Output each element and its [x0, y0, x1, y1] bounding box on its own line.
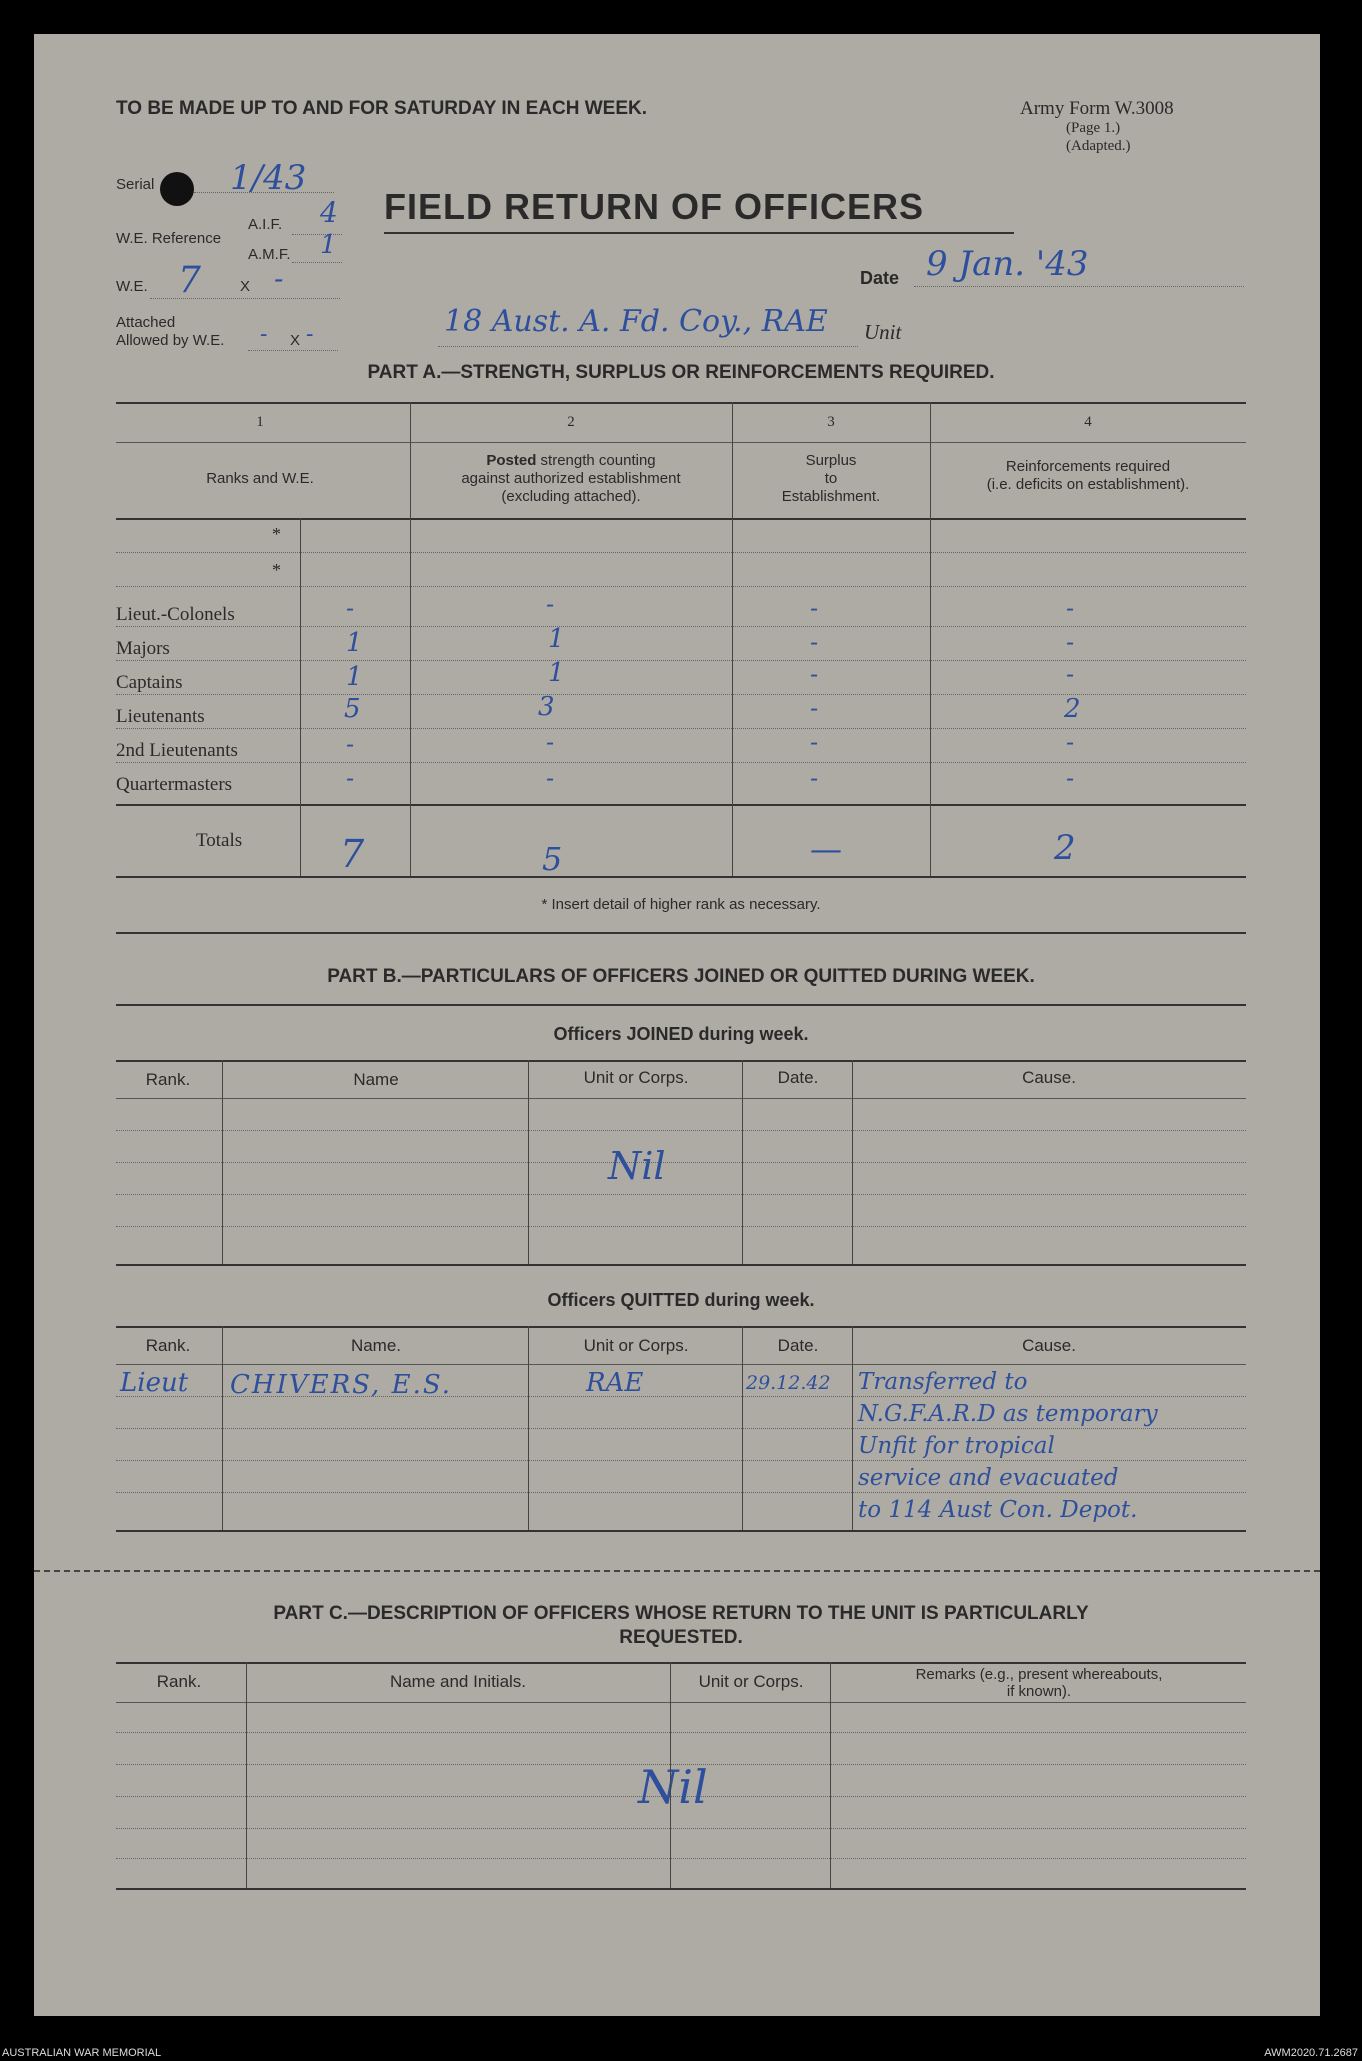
footer-accession: AWM2020.71.2687 — [1264, 2047, 1358, 2059]
totals-we: 7 — [340, 832, 365, 876]
unit-value: 18 Aust. A. Fd. Coy., RAE — [444, 304, 828, 339]
cause-line-3: Unfit for tropical — [858, 1433, 1055, 1459]
part-c-title-1: PART C.—DESCRIPTION OF OFFICERS WHOSE RETURN TO THE UNIT IS PARTICULARLY — [273, 1603, 1089, 1624]
part-a-title: PART A.—STRENGTH, SURPLUS OR REINFORCEMENTS REQUIRED. — [367, 362, 995, 383]
serial-value: 1/43 — [230, 158, 307, 198]
part-b-title: PART B.—PARTICULARS OF OFFICERS JOINED OR QUITTED DURING WEEK. — [327, 966, 1035, 987]
col3-header-1: Surplus — [805, 452, 857, 469]
rank-lieutenants: Lieutenants — [116, 706, 205, 727]
allowed-x-label: X — [290, 332, 301, 349]
part-c-header-rank: Rank. — [156, 1672, 202, 1691]
col2-header-line2: against authorized establishment — [461, 470, 681, 487]
rank-lieut-colonels: Lieut.-Colonels — [116, 604, 235, 625]
totals-surplus: — — [810, 830, 842, 868]
quitted-header-name: Name. — [350, 1336, 402, 1355]
col4-header — [930, 458, 1246, 494]
col2-header — [410, 452, 732, 506]
reinf-lieutenants: 2 — [1064, 694, 1081, 724]
perforation-line — [34, 1570, 1320, 1572]
cause-line-4: service and evacuated — [858, 1465, 1119, 1491]
quitted-rank: Lieut — [120, 1368, 189, 1398]
col-number-4: 4 — [1084, 414, 1092, 430]
posted-captains: 1 — [548, 658, 565, 688]
quitted-name: CHIVERS, E.S. — [230, 1370, 452, 1400]
col4-header-1: Reinforcements required — [1005, 458, 1171, 475]
amf-label: A.M.F. — [248, 246, 291, 263]
rank-captains: Captains — [116, 672, 183, 693]
quitted-header-date: Date. — [777, 1336, 819, 1355]
quitted-date: 29.12.42 — [746, 1372, 831, 1394]
surplus-quartermasters: - — [810, 764, 819, 792]
quitted-cause — [858, 1366, 1158, 1526]
punch-hole — [160, 172, 194, 206]
part-c-nil: Nil — [638, 1760, 708, 1814]
rank-majors: Majors — [116, 638, 170, 659]
form-page: (Page 1.) — [1066, 120, 1121, 136]
amf-value: 1 — [320, 230, 337, 260]
reinf-majors: - — [1066, 628, 1075, 656]
we-label: W.E. — [116, 278, 148, 295]
joined-header-cause: Cause. — [1022, 1068, 1076, 1087]
posted-2nd-lieutenants: - — [546, 728, 555, 756]
col2-header-line3: (excluding attached). — [501, 488, 641, 505]
reinf-2nd-lieutenants: - — [1066, 728, 1075, 756]
serial-label: Serial — [116, 176, 155, 193]
allowed-value: - — [260, 322, 268, 347]
surplus-2nd-lieutenants: - — [810, 728, 819, 756]
surplus-lieutenants: - — [810, 694, 819, 722]
surplus-lieut-colonels: - — [810, 594, 819, 622]
quitted-header-unit: Unit or Corps. — [583, 1336, 689, 1355]
part-c-header-remarks — [832, 1666, 1246, 1700]
posted-lieutenants: 3 — [538, 692, 555, 722]
totals-reinf: 2 — [1054, 828, 1076, 868]
footer-credit: AUSTRALIAN WAR MEMORIAL — [2, 2047, 162, 2059]
quitted-header-cause: Cause. — [1022, 1336, 1076, 1355]
we-value: 7 — [178, 260, 201, 301]
col-number-3: 3 — [827, 414, 835, 430]
totals-label: Totals — [196, 830, 243, 851]
we-x-label: X — [240, 278, 251, 295]
star-row-1: * — [272, 524, 281, 544]
form-title: FIELD RETURN OF OFFICERS — [384, 186, 924, 227]
reinf-captains: - — [1066, 660, 1075, 688]
part-a-footnote: * Insert detail of higher rank as necessary. — [541, 896, 821, 913]
joined-header-name: Name — [353, 1070, 399, 1089]
date-value: 9 Jan. '43 — [926, 244, 1089, 284]
col2-header-rest: strength counting — [540, 452, 656, 469]
unit-label: Unit — [864, 320, 902, 344]
joined-nil: Nil — [608, 1144, 666, 1188]
surplus-majors: - — [810, 628, 819, 656]
reinf-lieut-colonels: - — [1066, 594, 1075, 622]
aif-label: A.I.F. — [248, 216, 283, 233]
joined-header-date: Date. — [777, 1068, 819, 1087]
cause-line-5: to 114 Aust Con. Depot. — [858, 1497, 1138, 1523]
part-c-header-name: Name and Initials. — [389, 1672, 527, 1691]
col-number-2: 2 — [567, 414, 575, 430]
we-2nd-lieutenants: - — [346, 730, 355, 758]
date-label: Date — [860, 268, 900, 288]
rank-2nd-lieutenants: 2nd Lieutenants — [116, 740, 238, 761]
col-number-1: 1 — [256, 414, 264, 430]
col3-header — [732, 452, 930, 506]
form-number: Army Form W.3008 — [1020, 98, 1174, 119]
quitted-header-rank: Rank. — [145, 1336, 191, 1355]
aif-value: 4 — [320, 196, 338, 229]
part-c-title-2: REQUESTED. — [619, 1627, 743, 1648]
quitted-unit: RAE — [586, 1368, 644, 1398]
posted-quartermasters: - — [546, 764, 555, 792]
col3-header-2: to — [824, 470, 838, 487]
part-c-title — [116, 1602, 1246, 1650]
col1-header: Ranks and W.E. — [206, 470, 314, 487]
quitted-title: Officers QUITTED during week. — [547, 1290, 815, 1310]
rank-quartermasters: Quartermasters — [116, 774, 233, 795]
part-c-header-unit: Unit or Corps. — [698, 1672, 804, 1691]
joined-title: Officers JOINED during week. — [553, 1024, 809, 1044]
we-reference-label: W.E. Reference — [116, 230, 222, 247]
posted-majors: 1 — [548, 624, 565, 654]
we-lieutenants: 5 — [344, 694, 361, 724]
totals-posted: 5 — [542, 840, 563, 878]
remarks-header-1: Remarks (e.g., present whereabouts, — [915, 1666, 1163, 1683]
allowed-by-we-label: Allowed by W.E. — [116, 332, 225, 349]
allowed-x-value: - — [306, 322, 314, 347]
form-sheet — [34, 34, 1320, 2016]
joined-header-unit: Unit or Corps. — [583, 1068, 689, 1087]
reinf-quartermasters: - — [1066, 764, 1075, 792]
we-x-value: - — [274, 262, 284, 295]
we-captains: 1 — [346, 662, 363, 692]
posted-lieut-colonels: - — [546, 590, 555, 618]
we-majors: 1 — [346, 628, 363, 658]
we-lieut-colonels: - — [346, 594, 355, 622]
remarks-header-2: if known). — [1006, 1683, 1072, 1700]
star-row-2: * — [272, 560, 281, 580]
cause-line-2: N.G.F.A.R.D as temporary — [858, 1401, 1158, 1427]
col3-header-3: Establishment. — [781, 488, 881, 505]
col2-header-bold: Posted — [486, 452, 537, 469]
surplus-captains: - — [810, 660, 819, 688]
instruction-text: TO BE MADE UP TO AND FOR SATURDAY IN EACH WEEK. — [116, 98, 647, 119]
cause-line-1: Transferred to — [858, 1369, 1028, 1395]
attached-label: Attached — [116, 314, 176, 331]
form-adapted: (Adapted.) — [1066, 138, 1131, 154]
col4-header-2: (i.e. deficits on establishment). — [986, 476, 1190, 493]
joined-header-rank: Rank. — [145, 1070, 191, 1089]
we-quartermasters: - — [346, 764, 355, 792]
